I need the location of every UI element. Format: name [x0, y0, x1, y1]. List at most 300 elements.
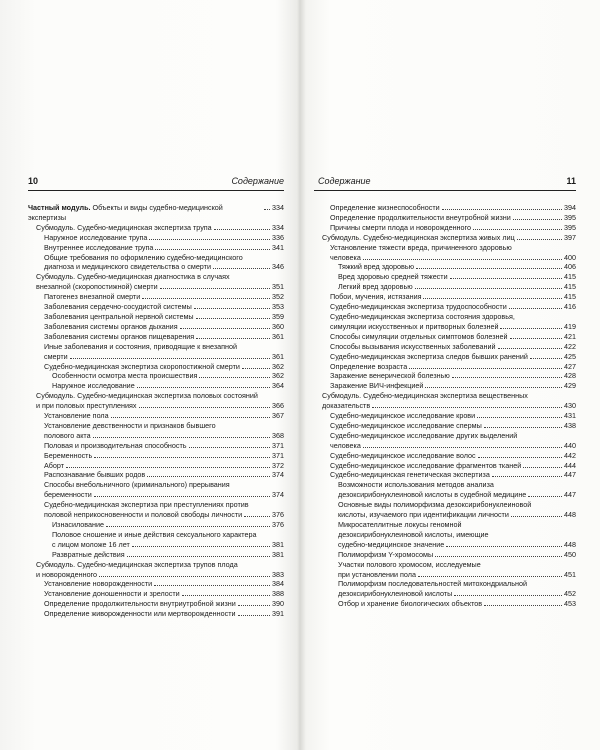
- toc-page-number: 376: [272, 520, 284, 529]
- toc-entry-title: Заболевания сердечно-сосудистой системы: [44, 302, 192, 312]
- toc-entry: [314, 381, 576, 391]
- toc-entry-title: Способы внебольничного (криминального) прерывания: [44, 480, 230, 490]
- toc-entry-title: Установление тяжести вреда, причиненного здоровью: [330, 242, 512, 252]
- toc-entry: [314, 500, 576, 520]
- toc-entry-title: Аборт: [44, 460, 65, 470]
- toc-page-number: 427: [564, 361, 576, 371]
- dot-leader: [363, 447, 562, 448]
- toc-entry-line: [44, 589, 284, 599]
- toc-entry-title: человека: [330, 252, 361, 262]
- dot-leader: [425, 387, 562, 388]
- toc-entry-title: Установление девственности и признаков бывшего: [44, 420, 216, 430]
- toc-entry: [28, 530, 284, 550]
- toc-entry-title: и при половых преступлениях: [36, 401, 137, 411]
- toc-entry-title: Способы симуляции отдельных симптомов болезней: [330, 331, 508, 341]
- toc-entry-line: [44, 411, 284, 421]
- dot-leader: [423, 298, 562, 299]
- toc-page-number: 447: [564, 470, 576, 480]
- toc-page-number: 416: [564, 302, 576, 312]
- toc-entry-title: Субмодуль. Судебно-медицинская экспертиза живых лиц: [322, 232, 515, 242]
- toc-page-number: 362: [272, 361, 284, 371]
- toc-page-number: 361: [272, 331, 284, 341]
- toc-entry: [28, 253, 284, 273]
- dot-leader: [142, 298, 270, 299]
- toc-entry: [28, 560, 284, 580]
- dot-leader: [510, 338, 562, 339]
- dot-leader: [137, 387, 270, 388]
- toc-entry-title: Микросателлитные локусы геномной: [338, 520, 462, 529]
- toc-entry-line: [330, 213, 576, 223]
- toc-entry-title: половой неприкосновенности и половой свободы личности: [44, 510, 243, 520]
- dot-leader: [189, 447, 270, 448]
- toc-entry-line: [28, 203, 284, 223]
- toc-entry: [28, 411, 284, 421]
- toc-entry: [28, 312, 284, 322]
- toc-page-number: 419: [564, 321, 576, 331]
- toc-entry: [28, 391, 284, 411]
- dot-leader: [454, 595, 562, 596]
- left-page: [28, 176, 284, 619]
- toc-entry-line: [330, 332, 576, 342]
- dot-leader: [530, 358, 562, 359]
- toc-entry-line: [44, 332, 284, 342]
- toc-entry-title: Судебно-медицинское исследование других выделений: [330, 430, 518, 440]
- toc-entry-line: [338, 579, 576, 589]
- dot-leader: [139, 407, 271, 408]
- toc-entry-line: [338, 540, 576, 550]
- toc-page-number: 453: [564, 599, 576, 609]
- toc-entry-title: кислоты, изучаемого при идентификации личности: [338, 510, 509, 520]
- toc-page-number: 450: [564, 549, 576, 559]
- toc-entry: [314, 411, 576, 421]
- toc-entry-line: [338, 599, 576, 609]
- toc-entry-title: Установление доношенности и зрелости: [44, 589, 180, 599]
- toc-entry: [314, 292, 576, 302]
- toc-entry: [28, 302, 284, 312]
- dot-leader: [154, 585, 270, 586]
- toc-page-number: 346: [272, 262, 284, 272]
- toc-entry-title: Судебно-медицинская экспертиза трудоспособности: [330, 302, 507, 312]
- toc-entry: [28, 609, 284, 619]
- toc-page-number: 353: [272, 302, 284, 312]
- dot-leader: [194, 308, 270, 309]
- toc-entry-line: [36, 401, 284, 411]
- toc-entry-title: дезоксирибонуклеиновой кислоты в судебной медицине: [338, 490, 527, 500]
- dot-leader: [199, 377, 270, 378]
- toc-entry: [28, 332, 284, 342]
- toc-page-number: 444: [564, 460, 576, 470]
- dot-leader: [238, 605, 270, 606]
- right-toc: [314, 203, 576, 609]
- toc-page-number: 415: [564, 272, 576, 282]
- toc-entry: [28, 342, 284, 362]
- toc-entry-line: [330, 362, 576, 372]
- dot-leader: [111, 417, 270, 418]
- toc-entry-title: Судебно-медицинское исследование крови: [330, 411, 476, 421]
- toc-entry-line: [338, 272, 576, 282]
- toc-entry-title: Патогенез внезапной смерти: [44, 292, 141, 302]
- toc-entry-line: [338, 570, 576, 580]
- dot-leader: [363, 259, 562, 260]
- toc-entry: [28, 421, 284, 441]
- toc-entry: [314, 451, 576, 461]
- dot-leader: [523, 467, 562, 468]
- left-page-header: [28, 176, 284, 191]
- toc-page-number: 430: [564, 401, 576, 411]
- toc-entry: [314, 391, 576, 411]
- toc-entry-title: Наружное исследование трупа: [44, 232, 148, 242]
- toc-entry-title: дезоксирибонуклеиновой кислоты: [338, 589, 453, 599]
- toc-entry: [314, 302, 576, 312]
- toc-page-number: 336: [272, 232, 284, 242]
- dot-leader: [264, 209, 270, 210]
- toc-entry-line: [44, 262, 284, 272]
- dot-leader: [517, 239, 562, 240]
- toc-page-number: 415: [564, 292, 576, 302]
- toc-entry-title: Определение жизнеспособности: [330, 203, 440, 212]
- dot-leader: [509, 308, 562, 309]
- toc-page-number: 438: [564, 420, 576, 430]
- toc-page-number: 371: [272, 450, 284, 460]
- toc-entry-line: [330, 421, 576, 431]
- toc-entry-line: [330, 451, 576, 461]
- toc-page-number: 351: [272, 282, 284, 292]
- dot-leader: [106, 526, 270, 527]
- toc-entry-title: симуляции искусственных и притворных болезней: [330, 321, 499, 331]
- toc-entry-title: Участки полового хромосом, исследуемые: [338, 559, 481, 569]
- toc-entry-title: Внутреннее исследование трупа: [44, 242, 154, 252]
- toc-entry-line: [330, 203, 576, 213]
- toc-entry-title: Судебно-медицинское исследование фрагментов тканей: [330, 460, 522, 470]
- right-page-header: [314, 176, 576, 191]
- toc-entry-title: Заражение венерической болезнью: [330, 371, 450, 381]
- toc-page-number: 422: [564, 341, 576, 351]
- toc-entry-line: [338, 560, 576, 570]
- toc-entry-line: [322, 391, 576, 401]
- toc-entry-line: [330, 243, 576, 253]
- toc-entry: [314, 550, 576, 560]
- toc-entry-line: [52, 520, 284, 530]
- toc-entry-line: [44, 470, 284, 480]
- toc-entry: [314, 579, 576, 599]
- toc-entry-line: [44, 500, 284, 510]
- toc-entry: [314, 470, 576, 480]
- dot-leader: [416, 268, 562, 269]
- dot-leader: [415, 288, 562, 289]
- toc-entry: [314, 371, 576, 381]
- toc-entry-line: [330, 411, 576, 421]
- toc-page-number: 360: [272, 321, 284, 331]
- toc-entry-title: Субмодуль. Судебно-медицинская экспертиза трупа: [36, 222, 212, 232]
- toc-entry-line: [44, 461, 284, 471]
- toc-entry: [314, 362, 576, 372]
- toc-entry-title: Заболевания системы органов дыхания: [44, 321, 178, 331]
- dot-leader: [147, 476, 270, 477]
- toc-entry-line: [322, 401, 576, 411]
- toc-page-number: 429: [564, 381, 576, 391]
- toc-entry-line: [44, 441, 284, 451]
- toc-entry: [28, 451, 284, 461]
- toc-entry-title: Судебно-медицинская генетическая экспертиза: [330, 470, 490, 480]
- toc-entry-title: Способы вызывания искусственных заболеваний: [330, 341, 496, 351]
- toc-entry-line: [44, 421, 284, 431]
- toc-entry: [28, 550, 284, 560]
- toc-page-number: 383: [272, 569, 284, 579]
- toc-entry-title: Половая и производительная способность: [44, 440, 187, 450]
- toc-entry-title: Легкий вред здоровью: [338, 282, 413, 292]
- toc-entry-line: [330, 302, 576, 312]
- dot-leader: [244, 516, 270, 517]
- toc-page-number: 447: [564, 490, 576, 500]
- toc-entry: [28, 362, 284, 372]
- toc-page-number: 381: [272, 539, 284, 549]
- toc-entry: [314, 272, 576, 282]
- toc-entry: [28, 233, 284, 243]
- toc-page-number: 448: [564, 539, 576, 549]
- toc-entry: [28, 322, 284, 332]
- toc-entry-line: [338, 530, 576, 540]
- toc-entry-line: [36, 570, 284, 580]
- toc-entry: [314, 480, 576, 500]
- toc-entry-title: Причины смерти плода и новорожденного: [330, 222, 471, 232]
- toc-entry: [314, 243, 576, 263]
- dot-leader: [435, 556, 562, 557]
- toc-entry: [28, 292, 284, 302]
- toc-page-number: 415: [564, 282, 576, 292]
- dot-leader: [511, 516, 562, 517]
- toc-entry-title: диагноза и медицинского свидетельства о смерти: [44, 262, 211, 272]
- toc-page-number: 361: [272, 351, 284, 361]
- toc-entry-line: [330, 322, 576, 332]
- left-page-number: 10: [28, 176, 39, 186]
- toc-entry: [28, 480, 284, 500]
- toc-entry-title: Субмодуль. Судебно-медицинская диагностика в случаях: [36, 272, 230, 282]
- toc-page-number: 425: [564, 351, 576, 361]
- dot-leader: [446, 546, 562, 547]
- toc-entry-line: [330, 312, 576, 322]
- left-running-title: Содержание: [231, 176, 284, 186]
- toc-entry-title: с лицом моложе 16 лет: [52, 539, 130, 549]
- toc-entry-line: [330, 470, 576, 480]
- toc-entry-title: Судебно-медицинская экспертиза состояния здоровья,: [330, 311, 515, 321]
- toc-page-number: 440: [564, 440, 576, 450]
- toc-entry-line: [44, 243, 284, 253]
- toc-entry-line: [44, 322, 284, 332]
- dot-leader: [213, 268, 270, 269]
- toc-entry-line: [44, 609, 284, 619]
- dot-leader: [94, 457, 270, 458]
- toc-entry-line: [44, 253, 284, 263]
- toc-page-number: 359: [272, 311, 284, 321]
- toc-page-number: 368: [272, 430, 284, 440]
- toc-entry-title: Вред здоровью средней тяжести: [338, 272, 448, 282]
- toc-entry-title: Тяжкий вред здоровью: [338, 262, 414, 272]
- toc-entry: [28, 461, 284, 471]
- toc-entry: [28, 243, 284, 253]
- toc-entry-title: Возможности использования методов анализа: [338, 480, 494, 490]
- dot-leader: [99, 576, 270, 577]
- toc-entry-line: [44, 302, 284, 312]
- toc-entry-title: Полиморфизм последовательностей митохондриальной: [338, 579, 527, 589]
- toc-page-number: 397: [564, 232, 576, 242]
- toc-entry-title: Заражение ВИЧ-инфекцией: [330, 381, 424, 391]
- toc-entry-title: внезапной (скоропостижной) смерти: [36, 282, 158, 292]
- toc-entry-line: [44, 362, 284, 372]
- toc-entry-line: [44, 431, 284, 441]
- toc-entry: [314, 431, 576, 451]
- dot-leader: [513, 219, 562, 220]
- dot-leader: [473, 229, 562, 230]
- toc-page-number: 374: [272, 490, 284, 500]
- toc-page-number: 381: [272, 549, 284, 559]
- dot-leader: [196, 338, 270, 339]
- toc-entry-title: Отбор и хранение биологических объектов: [338, 599, 483, 609]
- toc-entry-line: [44, 579, 284, 589]
- toc-entry-line: [330, 371, 576, 381]
- toc-entry-title: Определение продолжительности внеутробной жизни: [330, 212, 511, 222]
- dot-leader: [214, 229, 270, 230]
- dot-leader: [127, 556, 270, 557]
- dot-leader: [180, 328, 270, 329]
- toc-entry-title: Побои, мучения, истязания: [330, 292, 422, 302]
- toc-entry-title: беременности: [44, 490, 92, 500]
- dot-leader: [238, 615, 270, 616]
- dot-leader: [196, 318, 270, 319]
- dot-leader: [492, 476, 562, 477]
- toc-entry: [28, 500, 284, 520]
- toc-page-number: 376: [272, 510, 284, 520]
- toc-entry-title: Развратные действия: [52, 549, 125, 559]
- toc-page-number: 451: [564, 569, 576, 579]
- dot-leader: [484, 427, 562, 428]
- toc-entry: [314, 342, 576, 352]
- right-running-title: Содержание: [318, 176, 371, 186]
- dot-leader: [478, 457, 562, 458]
- toc-entry-title: доказательств: [322, 401, 371, 411]
- toc-page-number: 431: [564, 411, 576, 421]
- toc-entry-title: Заболевания центральной нервной системы: [44, 311, 194, 321]
- toc-entry: [314, 203, 576, 213]
- toc-entry-title: Полиморфизм Y-хромосомы: [338, 549, 434, 559]
- toc-page-number: 372: [272, 460, 284, 470]
- toc-entry-title: Заболевания системы органов пищеварения: [44, 331, 195, 341]
- dot-leader: [450, 278, 562, 279]
- toc-entry-line: [330, 223, 576, 233]
- toc-page-number: 334: [272, 222, 284, 232]
- toc-entry-title: Частный модуль. Объекты и виды судебно-медицинской экспертизы: [28, 203, 223, 222]
- toc-entry-line: [330, 253, 576, 263]
- dot-leader: [93, 437, 270, 438]
- toc-entry: [28, 203, 284, 223]
- toc-entry-line: [44, 312, 284, 322]
- toc-entry-title: Судебно-медицинская экспертиза скоропостижной смерти: [44, 361, 240, 371]
- dot-leader: [452, 377, 562, 378]
- dot-leader: [500, 328, 562, 329]
- toc-page-number: 406: [564, 262, 576, 272]
- toc-entry-line: [36, 560, 284, 570]
- toc-entry-title: полового акта: [44, 430, 91, 440]
- toc-entry-line: [52, 371, 284, 381]
- toc-page-number: 400: [564, 252, 576, 262]
- toc-entry-line: [338, 282, 576, 292]
- toc-page-number: 388: [272, 589, 284, 599]
- toc-entry: [28, 223, 284, 233]
- dot-leader: [418, 576, 562, 577]
- toc-page-number: 390: [272, 599, 284, 609]
- toc-entry-line: [44, 490, 284, 500]
- toc-entry: [314, 520, 576, 550]
- toc-entry: [28, 520, 284, 530]
- toc-page-number: 334: [272, 203, 284, 212]
- toc-page-number: 428: [564, 371, 576, 381]
- toc-entry-title: Половое сношение и иные действия сексуального характера: [52, 529, 257, 539]
- dot-leader: [528, 496, 562, 497]
- dot-leader: [477, 417, 562, 418]
- toc-page-number: 395: [564, 212, 576, 222]
- toc-entry-title: Судебно-медицинское исследование волос: [330, 450, 476, 460]
- toc-entry: [314, 352, 576, 362]
- toc-entry-line: [338, 262, 576, 272]
- toc-entry-title: Распознавание бывших родов: [44, 470, 146, 480]
- toc-entry-line: [44, 599, 284, 609]
- dot-leader: [484, 605, 562, 606]
- toc-entry-line: [338, 520, 576, 530]
- dot-leader: [155, 249, 270, 250]
- toc-entry: [314, 461, 576, 471]
- toc-entry-line: [330, 381, 576, 391]
- toc-entry-line: [36, 282, 284, 292]
- toc-entry: [314, 233, 576, 243]
- toc-entry: [314, 332, 576, 342]
- toc-entry-title: Определение живорожденности или мертворожденности: [44, 609, 236, 619]
- toc-entry-line: [338, 490, 576, 500]
- toc-entry-title: Субмодуль. Судебно-медицинская экспертиза трупов плода: [36, 559, 238, 569]
- toc-entry-line: [330, 431, 576, 441]
- toc-entry: [314, 312, 576, 332]
- toc-entry-line: [330, 461, 576, 471]
- dot-leader: [409, 368, 562, 369]
- toc-page-number: 371: [272, 440, 284, 450]
- toc-entry-title: и новорожденного: [36, 569, 98, 579]
- toc-entry-line: [52, 550, 284, 560]
- dot-leader: [242, 368, 270, 369]
- toc-entry: [314, 282, 576, 292]
- toc-page-number: 421: [564, 331, 576, 341]
- toc-entry-line: [338, 510, 576, 520]
- toc-entry-line: [44, 451, 284, 461]
- toc-entry-line: [330, 441, 576, 451]
- dot-leader: [149, 239, 270, 240]
- toc-entry-line: [338, 480, 576, 490]
- toc-entry: [314, 223, 576, 233]
- toc-entry-title: человека: [330, 440, 361, 450]
- toc-page-number: 448: [564, 510, 576, 520]
- toc-entry-title: Судебно-медицинская экспертиза следов бывших ранений: [330, 351, 528, 361]
- toc-entry-line: [338, 500, 576, 510]
- toc-entry-line: [44, 233, 284, 243]
- right-page: [314, 176, 576, 609]
- toc-page-number: 374: [272, 470, 284, 480]
- toc-entry: [314, 262, 576, 272]
- toc-page-number: 364: [272, 381, 284, 391]
- toc-entry-title: Установление новорожденности: [44, 579, 153, 589]
- toc-entry-title: Определение возраста: [330, 361, 408, 371]
- dot-leader: [132, 546, 270, 547]
- toc-entry-line: [338, 589, 576, 599]
- toc-entry-title: Определение продолжительности внутриутробной жизни: [44, 599, 236, 609]
- dot-leader: [94, 496, 270, 497]
- toc-entry: [314, 560, 576, 580]
